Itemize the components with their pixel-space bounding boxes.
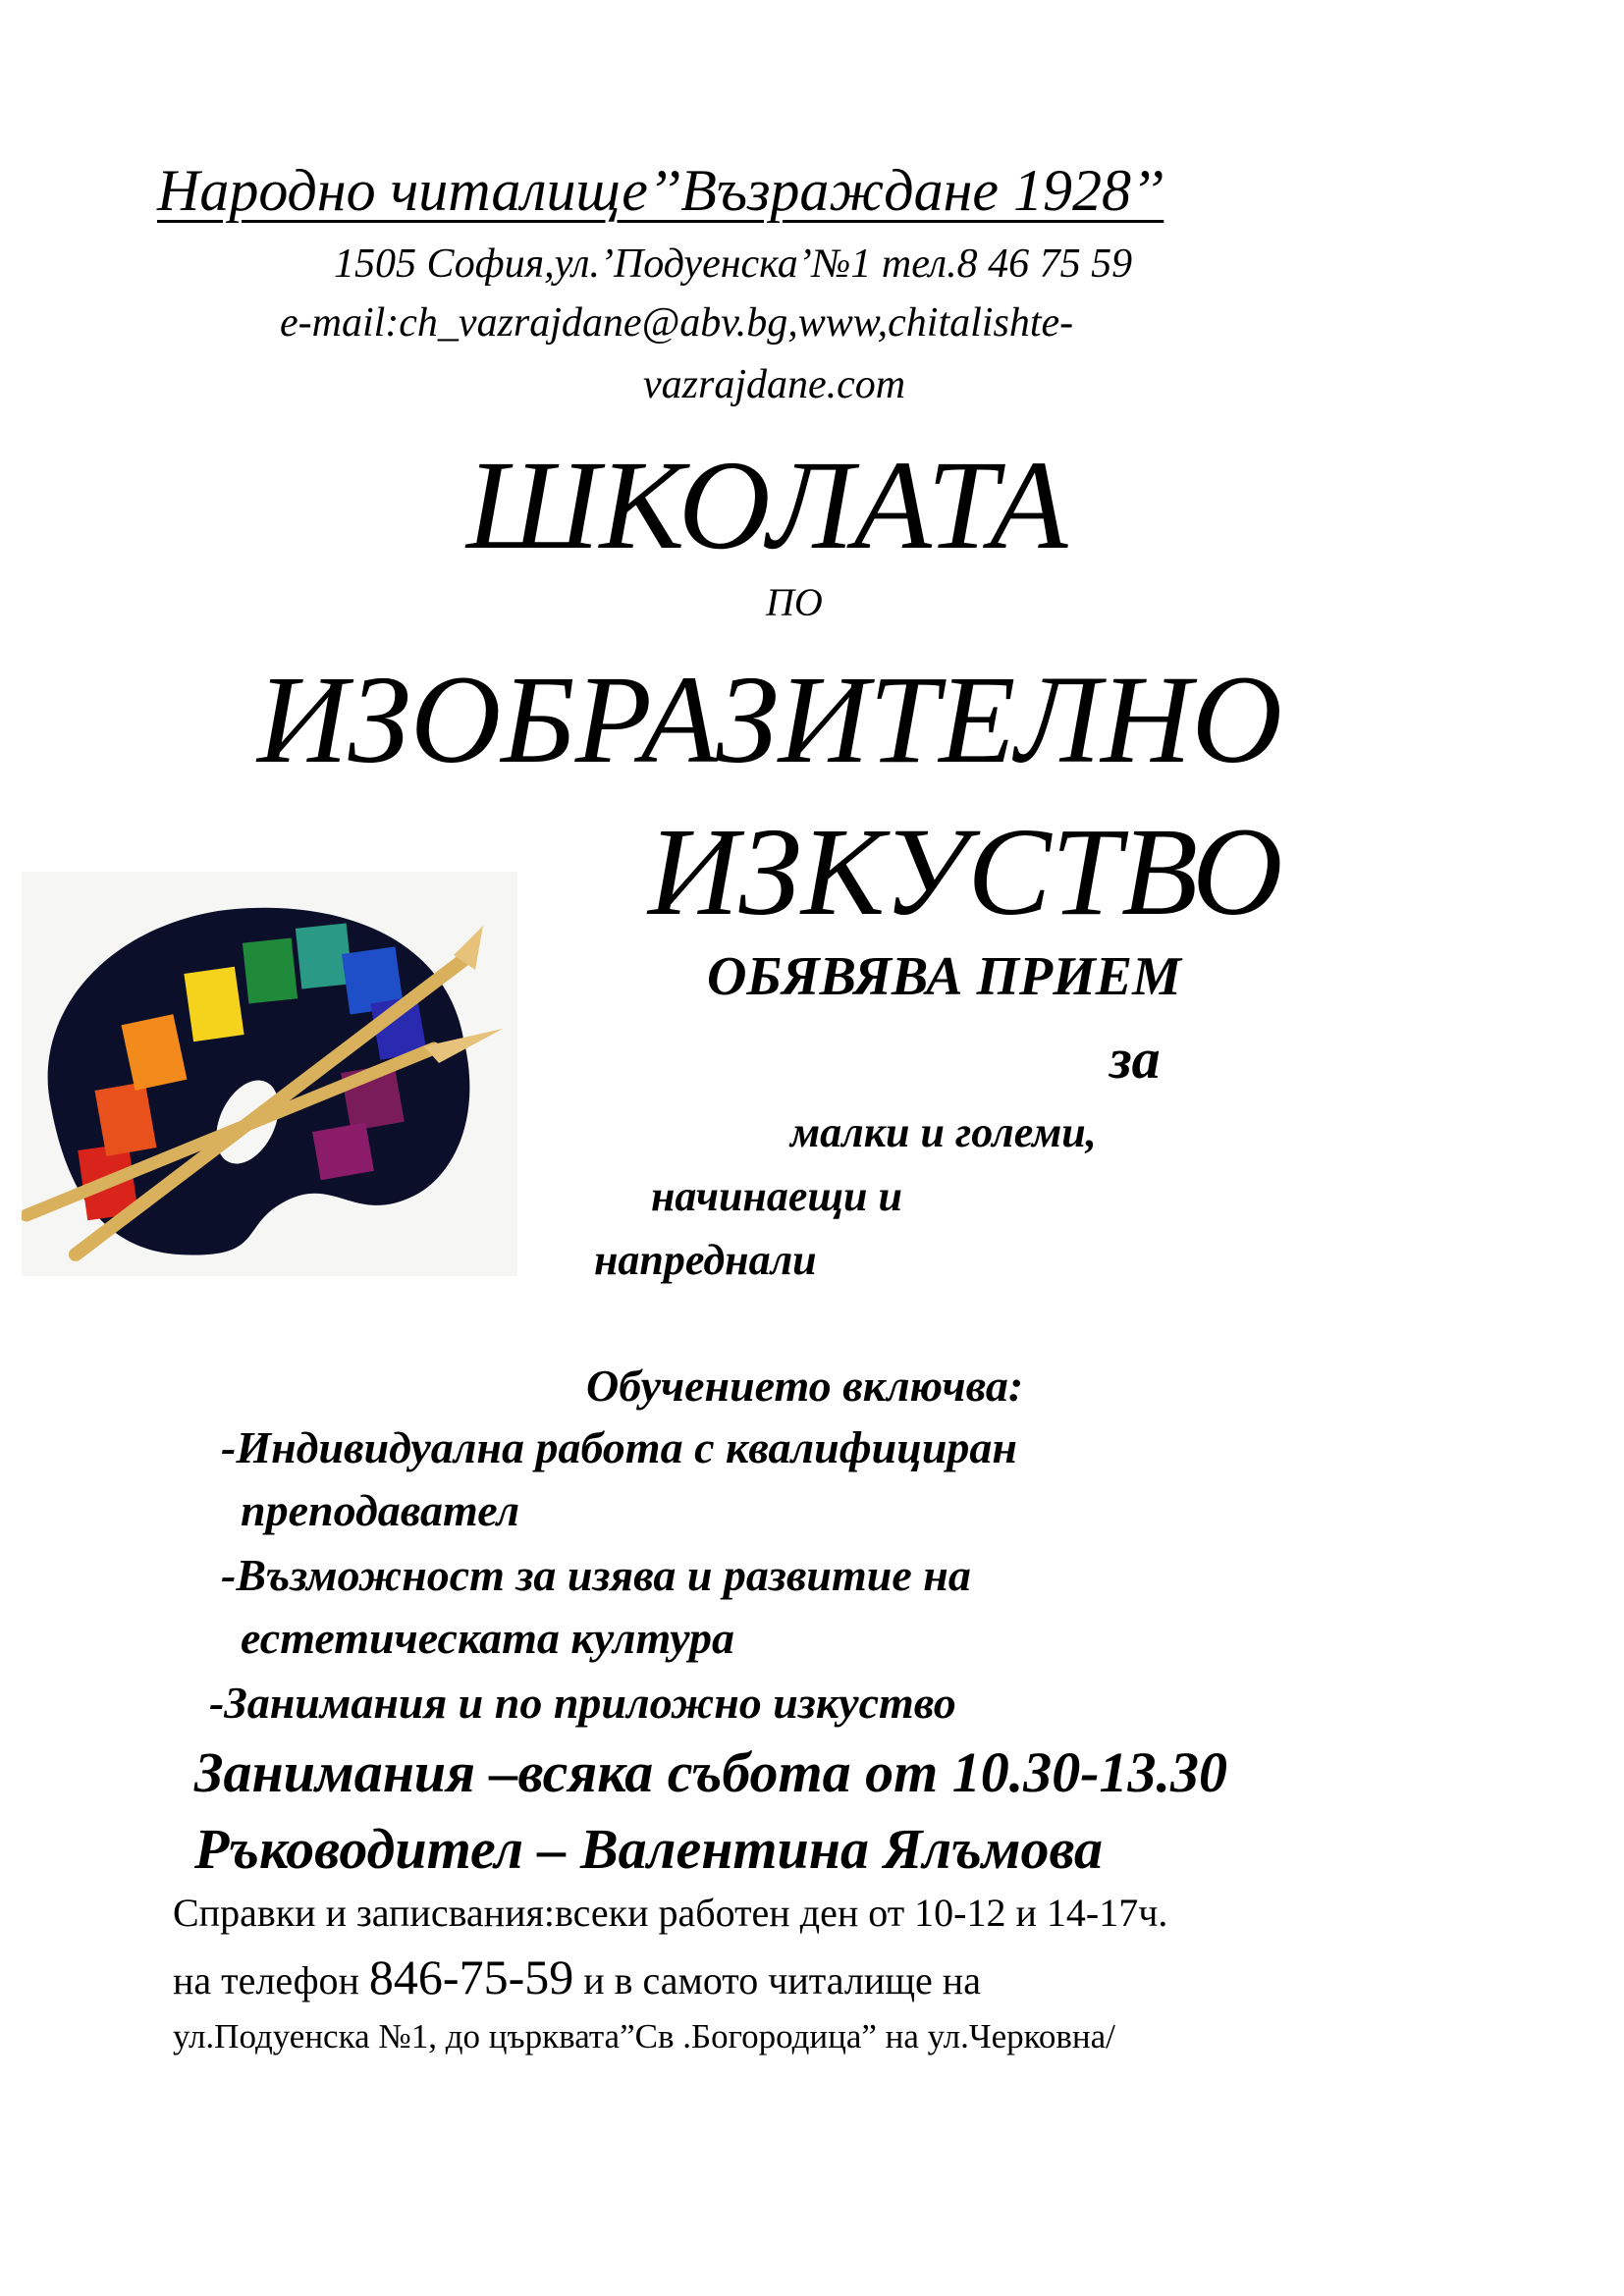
info-line-1: Справки и записвания:всеки работен ден от 10-12 и 14-17ч. xyxy=(173,1891,1168,1935)
training-bullet-2-cont: естетическата култура xyxy=(241,1613,734,1663)
title-line-4: ИЗКУСТВО xyxy=(648,802,1283,941)
training-bullet-1: -Индивидуална работа с квалифициран xyxy=(221,1422,1017,1472)
email-line-1: e-mail:ch_vazrajdane@abv.bg,www,chitalishte- xyxy=(280,300,1074,346)
info-phone-suffix: и в самото читалище на xyxy=(573,1958,981,2002)
training-heading: Обучението включва: xyxy=(586,1361,1024,1411)
announcement-headline: ОБЯВЯВА ПРИЕМ xyxy=(707,946,1181,1007)
training-bullet-1-cont: преподавател xyxy=(241,1485,520,1535)
training-bullet-2: -Възможност за изява и развитие на xyxy=(221,1550,971,1600)
audience-line-2: начинаещи и xyxy=(651,1172,902,1220)
title-line-1: ШКОЛАТА xyxy=(466,435,1068,576)
info-line-3: ул.Подуенска №1, до църквата”Св .Богородица” на ул.Черковна/ xyxy=(173,2017,1115,2056)
email-line-2: vazrajdane.com xyxy=(643,362,906,407)
title-line-2: ПО xyxy=(766,580,823,624)
announcement-za: за xyxy=(1110,1027,1161,1091)
schedule: Занимания –всяка събота от 10.30-13.30 xyxy=(194,1740,1228,1804)
title-line-3: ИЗОБРАЗИТЕЛНО xyxy=(257,650,1282,789)
info-phone-prefix: на телефон xyxy=(173,1958,369,2002)
training-bullet-3: -Занимания и по приложно изкуство xyxy=(209,1678,956,1728)
paint-palette-icon xyxy=(22,872,517,1276)
audience-line-1: малки и големи, xyxy=(790,1108,1097,1156)
leader: Ръководител – Валентина Ялъмова xyxy=(194,1817,1103,1881)
info-line-2 xyxy=(173,1949,981,2005)
org-name: Народно читалище’’Възраждане 1928’’ xyxy=(157,158,1164,223)
address: 1505 София,ул.’Подуенска’№1 тел.8 46 75 59 xyxy=(334,241,1133,287)
audience-line-3: напреднали xyxy=(594,1236,817,1284)
phone-number: 846-75-59 xyxy=(368,1949,574,2004)
